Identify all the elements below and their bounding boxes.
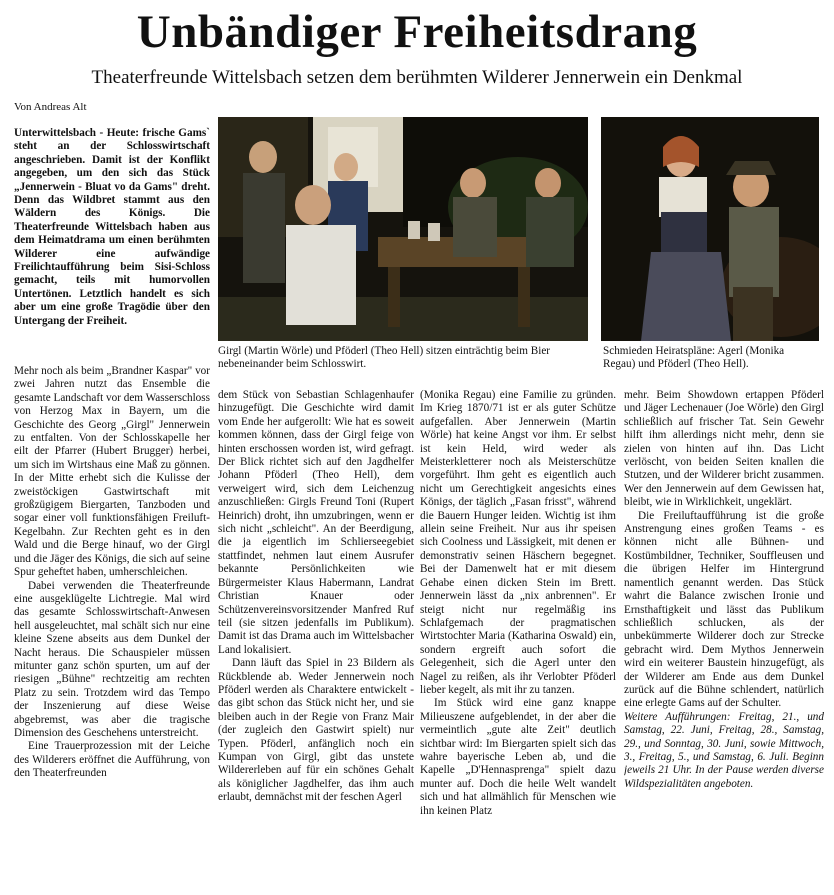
article-paragraph: Dabei verwenden die Theaterfreunde eine ausgeklügelte Lichtregie. Mal wird das gesamte Schlosswirtschaft-Anwesen hell ausgeleuchtet, mal schält sich nur eine kleine Szene abseits aus dem Dunkel der Nacht heraus. Die Schauspieler müssen mitunter ganz schön spurten, um auf der riesigen „Bühne" rechtzeitig am rechten Platz zu sein. Trotzdem wird das Tempo der Inszenierung auf diese Weise abgebremst, was aber die tragische Dimension des Geschehens unterstreicht. [14,579,210,739]
performance-dates-note: Weitere Aufführungen: Freitag, 21., und Samstag, 22. Juni, Freitag, 28., Samstag, 29., und Sonntag, 30. Juni, sowie Mittwoch, 3., Freitag, 5., und Samstag, 6. Juli. Beginn jeweils 21 Uhr. In der Pause werden diverse Wildspezialitäten angeboten. [624,710,824,790]
photo-couple-scene [601,117,819,341]
photo-beer-garden-image [218,117,588,341]
article-paragraph: Mehr noch als beim „Brandner Kaspar" vor zwei Jahren nutzt das Ensemble die gesamte Landschaft vor dem Wasserschloss von Herzog Max in Bayern, um die Geschichte des Georg „Girgl" Jennerwein zu entfalten. Von der Schlosskapelle her eilt der Pfarrer (Hubert Brugger) herbei, um sich im Wirtshaus eine Maß zu gönnen. In der Mitte erhebt sich die Kulisse der zweistöckigen Gastwirtschaft mit großzügigem Biergarten, Tanzboden und sogar einer voll funktionsfähigen Freiluft-Kegelbahn. Zur Rechten geht es in den Wald und die Berge hinauf, wo der Girgl und die Jäger des Königs, die sich auf seine Spur geheftet haben, umherschleichen. [14,365,210,579]
article-column-1 [14,365,210,890]
article-paragraph: Eine Trauerprozession mit der Leiche des Wilderers eröffnet die Aufführung, von den Theaterfreunden [14,740,210,780]
byline: Von Andreas Alt [14,101,87,113]
article-column-2 [218,389,414,889]
article-paragraph: Die Freiluftaufführung ist die große Anstrengung eines großen Teams - es können nicht alle Bühnen- und Kostümbildner, Techniker, Souffleusen und die übrigen Helfer im Hintergrund namentlich genannt werden. Das Stück wahrt die Balance zwischen Ironie und Ernsthaftigkeit und lässt das Publikum schließlich schlucken, als der unbekümmerte Wilderer doch zur Strecke gebracht wird. Dem Mythos Jennerwein wird ein weiterer Baustein hinzugefügt, als der Wilderer am Ende aus dem Dunkel zurück auf die Bühne schlendert, natürlich eine erlegte Gams auf der Schulter. [624,509,824,710]
article-paragraph: (Monika Regau) eine Familie zu gründen. Im Krieg 1870/71 ist er als guter Schütze aufgefallen. Aber Jennerwein (Martin Wörle) hat keine Angst vor ihm. Er selbst ist kein Held, wird weder als Meisterkletterer noch als Meisterschütze vorgeführt. Ihm geht es eigentlich auch nicht um Gerechtigkeit angesichts eines Königs, der täglich „Fasan frisst", während die Bauern Hunger leiden. Wichtig ist ihm allein seine Freiheit. Nur aus ihr speisen sich Coolness und Lässigkeit, mit denen er demonstrativ seinen Häschern begegnet. Bei der Damenwelt hat er mit diesem Gehabe einen dicken Stein im Brett. Jennerwein lässt da „nix anbrennen". Er steigt nicht nur regelmäßig ins Schlafgemach der pragmatischen Wirtstochter Maria (Katharina Oswald) ein, sondern ergreift auch sofort die Gelegenheit, sich die Agerl unter den Nagel zu reißen, als ihr Verlobter Pföderl lieber kegelt, als mit ihr zu tanzen. [420,389,616,696]
photo-beer-garden-scene [218,117,588,341]
photo-caption-couple: Schmieden Heiratspläne: Agerl (Monika Regau) und Pföderl (Theo Hell). [603,345,785,371]
lead-paragraph: Unterwittelsbach - Heute: frische Gams` steht an der Schlosswirtschaft angeschrieben. Damit ist der Konflikt angegeben, um den sich das Stück „Jennerwein - Bluat vo da Gams" dreht. Denn das Wildbret stammt aus den Wäldern des Königs. Die Theaterfreunde Wittelsbach haben aus dem Heimatdrama um einen berühmten Wilderer eine aufwändige Freilichtaufführung beim Sisi-Schloss gemacht, teils mit humorvollen Untertönen. Letztlich handelt es sich aber um eine große Tragödie über den Untergang der Freiheit. [14,127,210,327]
photo-couple-image [601,117,819,341]
headline: Unbändiger Freiheitsdrang [136,6,698,58]
lead-paragraph-column [14,127,210,363]
photo-caption-beer-garden: Girgl (Martin Wörle) und Pföderl (Theo Hell) sitzen einträchtig beim Bier nebeneinander beim Schlosswirt. [218,345,551,371]
subheadline: Theaterfreunde Wittelsbach setzen dem berühmten Wilderer Jennerwein ein Denkmal [91,67,743,88]
article-paragraph: dem Stück von Sebastian Schlagenhaufer hinzugefügt. Die Geschichte wird damit vom Ende her aufgerollt: Wie hat es soweit kommen können, dass der Girgl feige von hinten erschossen worden ist, wird gefragt. Der Blick richtet sich auf den Jagdhelfer Johann Pföderl (Theo Hell), dem verweigert wird, sich dem Leichenzug anzuschließen: Girgls Freund Toni (Rupert Heinrich) droht, ihn umzubringen, wenn er sich nicht „schleicht". An der Beerdigung, die ja eigentlich im Schlierseegebiet stattfindet, nehmen laut einem Ausrufer bekannte Persönlichkeiten wie Bürgermeister Klaus Habermann, Landrat Christian Knauer oder Schützenvereinsvorsitzender Manfred Ruf teil (sie sitzen jedenfalls im Publikum). Damit ist das Drama auch im Wittelsbacher Land lokalisiert. [218,389,414,656]
article-paragraph: mehr. Beim Showdown ertappen Pföderl und Jäger Lechenauer (Joe Wörle) den Girgl schließlich auf frischer Tat. Sein Gewehr hilft ihm allerdings nicht mehr, denn sie zielen von hinten auf ihn. Das Licht verlöscht, von beiden Seiten knallen die Stutzen, und der Wilderer bricht zusammen. Wer den Jennerwein auf dem Gewissen hat, bleibt, wie in Wirklichkeit, ungeklärt. [624,389,824,509]
article-paragraph: Dann läuft das Spiel in 23 Bildern als Rückblende ab. Weder Jennerwein noch Pföderl werden als Charaktere entwickelt - das gibt schon das Stück nicht her, und sie bleiben auch in der Regie von Franz Mair (der zugleich den Gastwirt spielt) nur Typen. Pföderl, anfänglich noch ein Kumpan von Girgl, gibt das unstete Wildererleben auf für ein schönes Gehalt als königlicher Jagdhelfer, das ihm auch erlaubt, demnächst mit der feschen Agerl [218,657,414,804]
article-column-4 [624,389,824,889]
article-paragraph: Im Stück wird eine ganz knappe Milieuszene aufgeblendet, in der aber die vermeintlich „gute alte Zeit" deutlich sichtbar wird: Im Biergarten spielt sich das wahre bayerische Leben ab, und die Kapelle „D'Hennasprenga" spielt dazu munter auf. Doch die heile Welt wandelt sich und hat allmählich für Menschen wie ihn keinen Platz [420,697,616,817]
article-column-3 [420,389,616,889]
